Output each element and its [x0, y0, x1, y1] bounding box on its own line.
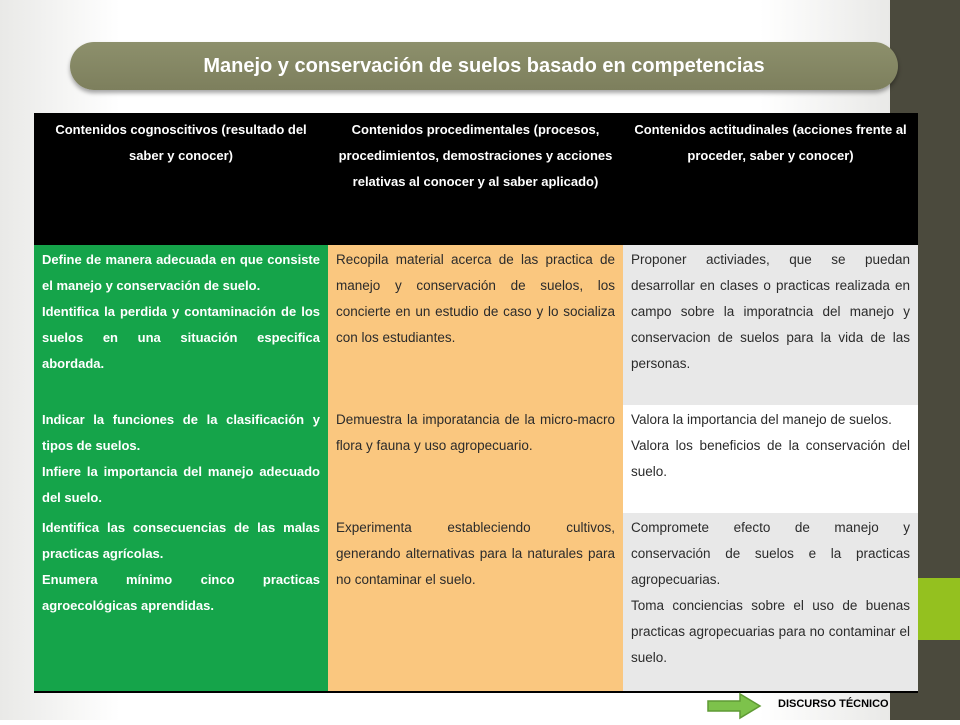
header-attitudinal: Contenidos actitudinales (acciones frente al proceder, saber y conocer) [623, 113, 918, 245]
table-header-row [34, 113, 918, 245]
cell-text: Valora la importancia del manejo de suelos. [631, 412, 892, 427]
table-row [34, 513, 918, 693]
accent-square [918, 578, 960, 640]
attitudinal-cell [623, 405, 918, 513]
competencies-table-container [34, 113, 918, 693]
table-row [34, 245, 918, 405]
procedural-cell [328, 513, 623, 693]
cell-text: Proponer activiades, que se puedan desarrollar en clases o practicas realizada en campo sobre la imporatncia del manejo y conservacion de suelos para la vida de las personas. [631, 252, 910, 371]
cell-text: Experimenta estableciendo cultivos, generando alternativas para la naturales para no contaminar el suelo. [336, 520, 615, 587]
procedural-cell [328, 405, 623, 513]
table-bottom-border [34, 691, 918, 693]
cell-text: Identifica las consecuencias de las malas practicas agrícolas. [42, 520, 320, 561]
procedural-cell [328, 245, 623, 405]
cognitive-cell [34, 405, 328, 513]
cell-text: Enumera mínimo cinco practicas agroecológicas aprendidas. [42, 572, 320, 613]
cell-text: Valora los beneficios de la conservación del suelo. [631, 438, 910, 479]
cell-text: Indicar la funciones de la clasificación y tipos de suelos. [42, 412, 320, 453]
table-row [34, 405, 918, 513]
slide-title: Manejo y conservación de suelos basado en competencias [203, 54, 765, 77]
title-banner [70, 42, 898, 90]
right-arrow-icon [706, 692, 762, 720]
next-slide-button[interactable] [706, 692, 762, 720]
cell-text: Identifica la perdida y contaminación de los suelos en una situación especifica abordada. [42, 304, 320, 371]
cognitive-cell [34, 513, 328, 693]
competencies-table [34, 113, 918, 693]
attitudinal-cell [623, 245, 918, 405]
discurso-tecnico-link[interactable]: DISCURSO TÉCNICO [778, 698, 889, 710]
cell-text: Demuestra la imporatancia de la micro-macro flora y fauna y uso agropecuario. [336, 412, 615, 453]
cell-text: Compromete efecto de manejo y conservación de suelos e la practicas agropecuarias. [631, 520, 910, 587]
header-procedural: Contenidos procedimentales (procesos, procedimientos, demostraciones y acciones relativas al conocer y al saber aplicado) [328, 113, 623, 245]
cell-text: Define de manera adecuada en que consiste el manejo y conservación de suelo. [42, 252, 320, 293]
cell-text: Recopila material acerca de las practica de manejo y conservación de suelos, los concierte en un estudio de caso y lo socializa con los estudiantes. [336, 252, 615, 345]
header-cognitive: Contenidos cognoscitivos (resultado del saber y conocer) [34, 113, 328, 245]
attitudinal-cell [623, 513, 918, 693]
cognitive-cell [34, 245, 328, 405]
cell-text: Infiere la importancia del manejo adecuado del suelo. [42, 464, 320, 505]
cell-text: Toma conciencias sobre el uso de buenas practicas agropecuarias para no contaminar el suelo. [631, 598, 910, 665]
